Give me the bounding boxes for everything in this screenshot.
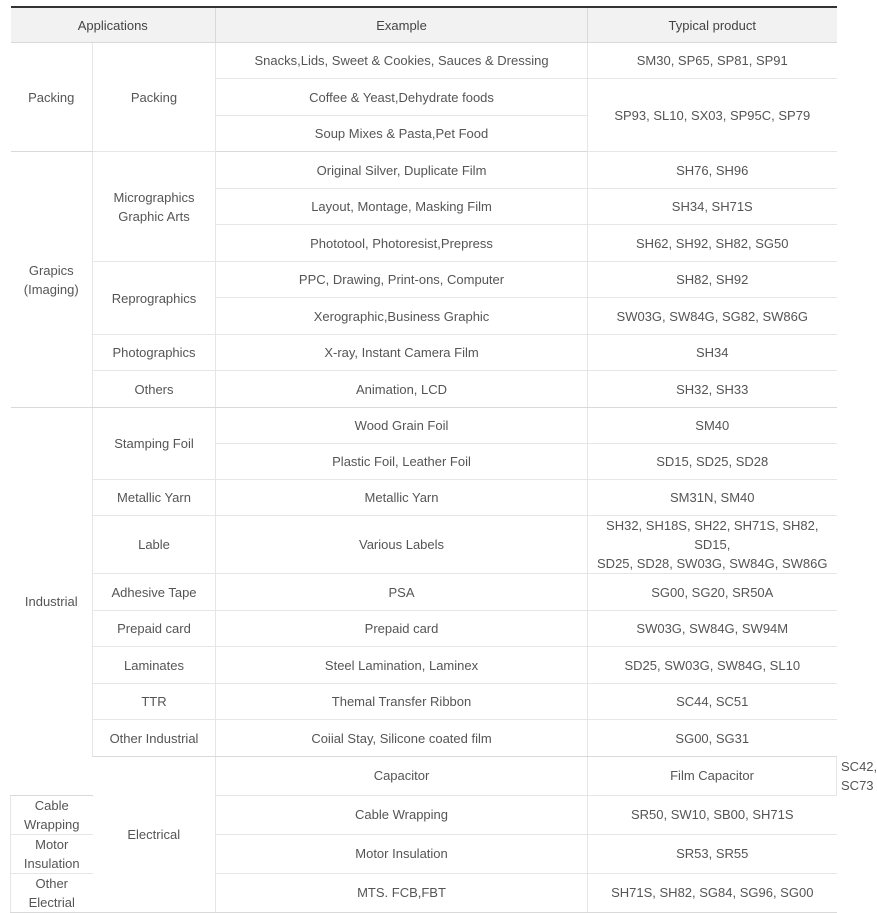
- subcategory-adhesive-tape: Adhesive Tape: [93, 574, 216, 611]
- example-cell: Original Silver, Duplicate Film: [216, 152, 588, 189]
- table-header-row: [11, 7, 837, 43]
- table-row: [11, 574, 837, 611]
- table-row: [11, 152, 837, 189]
- subcategory-other-electrial: Other Electrial: [11, 873, 93, 912]
- product-cell: SH82, SH92: [588, 262, 837, 298]
- category-label-line: Grapics: [28, 262, 74, 278]
- table-row: [11, 371, 837, 408]
- example-cell: Plastic Foil, Leather Foil: [216, 444, 588, 480]
- subcategory-reprographics: Reprographics: [93, 262, 216, 335]
- subcategory-micrographics: [93, 152, 216, 262]
- table-row: [11, 516, 837, 574]
- subcategory-label-line: Graphic Arts: [118, 208, 190, 224]
- example-cell: Film Capacitor: [588, 757, 837, 796]
- example-cell: MTS. FCB,FBT: [216, 873, 588, 912]
- example-cell: Animation, LCD: [216, 371, 588, 408]
- subcategory-motor-insulation: Motor Insulation: [11, 834, 93, 873]
- product-cell: SP93, SL10, SX03, SP95C, SP79: [588, 79, 837, 152]
- table-row: [11, 408, 837, 444]
- example-cell: Layout, Montage, Masking Film: [216, 189, 588, 225]
- product-cell: SW03G, SW84G, SG82, SW86G: [588, 298, 837, 335]
- product-cell: SG00, SG20, SR50A: [588, 574, 837, 611]
- category-graphics-imaging: [11, 152, 93, 408]
- applications-table-container: [10, 6, 877, 913]
- product-line: SH32, SH18S, SH22, SH71S, SH82, SD15,: [606, 518, 819, 552]
- example-cell: Metallic Yarn: [216, 480, 588, 516]
- subcategory-others: Others: [93, 371, 216, 408]
- category-industrial: Industrial: [11, 408, 93, 796]
- subcategory-metallic-yarn: Metallic Yarn: [93, 480, 216, 516]
- example-cell: Phototool, Photoresist,Prepress: [216, 225, 588, 262]
- product-cell: SM31N, SM40: [588, 480, 837, 516]
- example-cell: X-ray, Instant Camera Film: [216, 335, 588, 371]
- subcategory-photographics: Photographics: [93, 335, 216, 371]
- example-cell: Steel Lamination, Laminex: [216, 647, 588, 684]
- product-cell: SH34: [588, 335, 837, 371]
- product-cell: SH34, SH71S: [588, 189, 837, 225]
- category-packing: Packing: [11, 43, 93, 152]
- applications-table: [10, 6, 877, 913]
- product-cell: SH76, SH96: [588, 152, 837, 189]
- category-label-line: (Imaging): [23, 281, 79, 297]
- example-cell: PPC, Drawing, Print-ons, Computer: [216, 262, 588, 298]
- product-cell: SH71S, SH82, SG84, SG96, SG00: [588, 873, 837, 912]
- subcategory-cable-wrapping: Cable Wrapping: [11, 795, 93, 834]
- subcategory-stamping-foil: Stamping Foil: [93, 408, 216, 480]
- table-row: Electrical Capacitor Film Capacitor SC42, SC73: [11, 757, 837, 796]
- header-example: Example: [216, 7, 588, 43]
- subcategory-label-line: Micrographics: [113, 189, 195, 205]
- example-cell: Motor Insulation: [216, 834, 588, 873]
- table-row: [11, 335, 837, 371]
- example-cell: Snacks,Lids, Sweet & Cookies, Sauces & Dressing: [216, 43, 588, 79]
- product-cell: SH62, SH92, SH82, SG50: [588, 225, 837, 262]
- product-cell: SW03G, SW84G, SW94M: [588, 611, 837, 647]
- header-applications: Applications: [11, 7, 216, 43]
- product-cell: SM40: [588, 408, 837, 444]
- product-cell: SD25, SW03G, SW84G, SL10: [588, 647, 837, 684]
- subcategory-other-industrial: Other Industrial: [93, 720, 216, 757]
- example-cell: Coiial Stay, Silicone coated film: [216, 720, 588, 757]
- example-cell: Soup Mixes & Pasta,Pet Food: [216, 116, 588, 152]
- product-cell: SC44, SC51: [588, 684, 837, 720]
- subcategory-capacitor: Capacitor: [216, 757, 588, 796]
- table-row: [11, 262, 837, 298]
- example-cell: Themal Transfer Ribbon: [216, 684, 588, 720]
- table-row: [11, 684, 837, 720]
- product-cell: SR50, SW10, SB00, SH71S: [588, 795, 837, 834]
- example-cell: Coffee & Yeast,Dehydrate foods: [216, 79, 588, 116]
- subcategory-prepaid-card: Prepaid card: [93, 611, 216, 647]
- table-row: [11, 43, 837, 79]
- example-cell: Cable Wrapping: [216, 795, 588, 834]
- table-row: [11, 480, 837, 516]
- example-cell: Prepaid card: [216, 611, 588, 647]
- table-row: [11, 611, 837, 647]
- subcategory-lable: Lable: [93, 516, 216, 574]
- product-cell: [588, 516, 837, 574]
- product-cell: SG00, SG31: [588, 720, 837, 757]
- example-cell: Various Labels: [216, 516, 588, 574]
- subcategory-ttr: TTR: [93, 684, 216, 720]
- example-cell: Xerographic,Business Graphic: [216, 298, 588, 335]
- header-typical-product: Typical product: [588, 7, 837, 43]
- product-cell: SH32, SH33: [588, 371, 837, 408]
- product-cell: SR53, SR55: [588, 834, 837, 873]
- product-line: SD25, SD28, SW03G, SW84G, SW86G: [597, 556, 828, 571]
- product-cell: SM30, SP65, SP81, SP91: [588, 43, 837, 79]
- subcategory-laminates: Laminates: [93, 647, 216, 684]
- table-row: [11, 720, 837, 757]
- example-cell: PSA: [216, 574, 588, 611]
- category-electrical: Electrical: [93, 757, 216, 913]
- subcategory-packing: Packing: [93, 43, 216, 152]
- product-cell: SD15, SD25, SD28: [588, 444, 837, 480]
- example-cell: Wood Grain Foil: [216, 408, 588, 444]
- table-row: [11, 647, 837, 684]
